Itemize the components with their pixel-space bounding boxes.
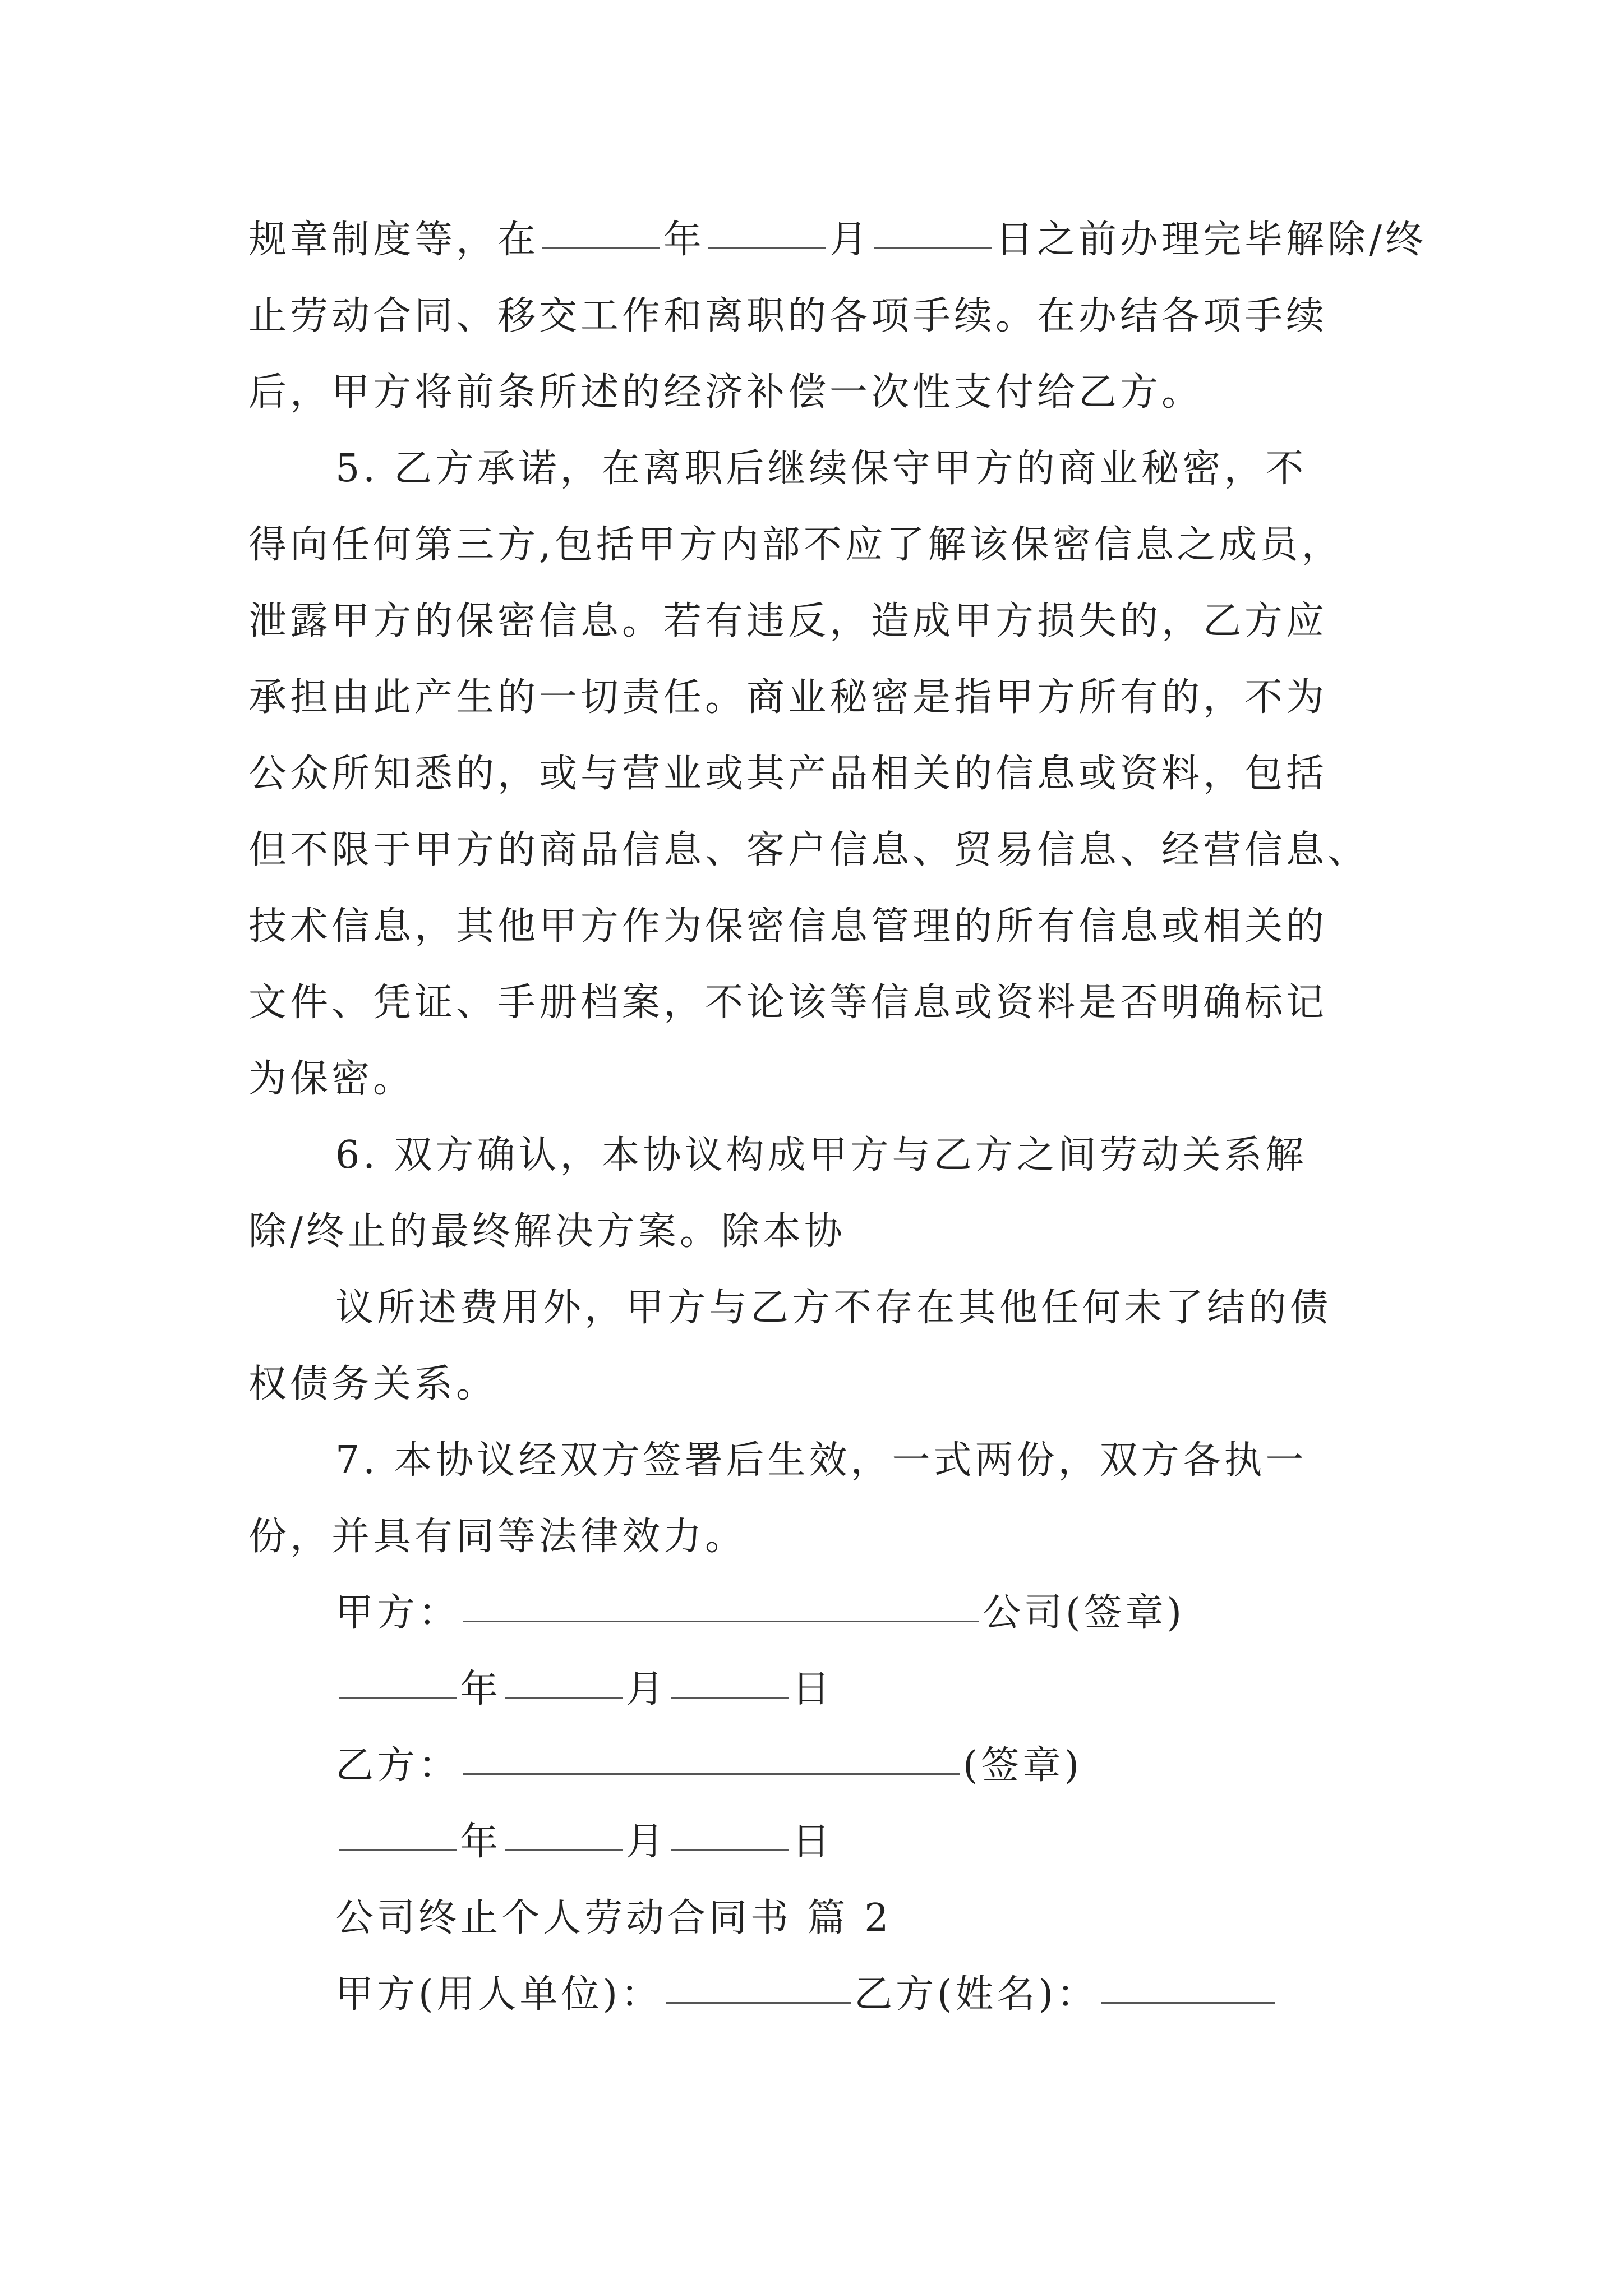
p6-line-4: 权债务关系。: [248, 1362, 498, 1406]
p5-line-9: 为保密。: [248, 1057, 415, 1101]
month-blank: [708, 247, 826, 249]
employee-label: 乙方(姓名)：: [854, 1972, 1099, 2017]
party-a-signature-line: [248, 1575, 1376, 1651]
party-b-label: 乙方：: [335, 1743, 460, 1788]
p4-text: 规章制度等，在: [248, 218, 540, 262]
party-a-date-line: [248, 1651, 1376, 1728]
month-blank: [505, 1849, 623, 1851]
p7-line-2: 份，并具有同等法律效力。: [248, 1515, 747, 1559]
month-blank: [505, 1696, 623, 1699]
p4-line-3: 后，甲方将前条所述的经济补偿一次性支付给乙方。: [248, 370, 1204, 415]
p7-line-1: 7. 本协议经双方签署后生效，一式两份，双方各执一: [335, 1438, 1307, 1483]
document-body: [248, 202, 1427, 2033]
day-blank: [671, 1696, 789, 1699]
p5-line-6: 但不限于甲方的商品信息、客户信息、贸易信息、经营信息、: [248, 828, 1370, 872]
party-b-signature-line: [248, 1728, 1376, 1804]
year-blank: [542, 247, 660, 249]
p6-line-3: 议所述费用外，甲方与乙方不存在其他任何未了结的债: [335, 1286, 1332, 1330]
p5-line-1: 5. 乙方承诺，在离职后继续保守甲方的商业秘密，不: [335, 447, 1307, 491]
p4-line-1: [248, 202, 1427, 278]
p5-line-2: 得向任何第三方,包括甲方内部不应了解该保密信息之成员，: [248, 523, 1343, 567]
year-label: 年: [460, 1667, 502, 1711]
day-label: 日: [792, 1667, 834, 1711]
p5-line-8: 文件、凭证、手册档案，不论该等信息或资料是否明确标记: [248, 981, 1328, 1025]
party-b-suffix: (签章): [963, 1743, 1083, 1788]
p6-line-1: 6. 双方确认，本协议构成甲方与乙方之间劳动关系解: [335, 1133, 1307, 1177]
p4-text: 年: [663, 218, 706, 262]
year-blank: [339, 1696, 457, 1699]
p5-line-5: 公众所知悉的，或与营业或其产品相关的信息或资料，包括: [248, 752, 1328, 796]
employee-blank: [1101, 2001, 1275, 2004]
p6-line-2: 除/终止的最终解决方案。除本协: [248, 1209, 846, 1254]
party-a-blank: [463, 1620, 979, 1622]
section-2-title: 公司终止个人劳动合同书 篇 2: [335, 1896, 892, 1940]
section-2-parties-line: [248, 1957, 1376, 2033]
party-a-label: 甲方：: [335, 1591, 460, 1635]
p5-line-3: 泄露甲方的保密信息。若有违反，造成甲方损失的，乙方应: [248, 599, 1328, 643]
party-b-date-line: [248, 1804, 1376, 1880]
year-blank: [339, 1849, 457, 1851]
day-blank: [671, 1849, 789, 1851]
party-b-blank: [463, 1773, 960, 1775]
p5-line-4: 承担由此产生的一切责任。商业秘密是指甲方所有的，不为: [248, 675, 1328, 720]
day-blank: [874, 247, 992, 249]
party-a-suffix: 公司(签章): [983, 1591, 1186, 1635]
employer-label: 甲方(用人单位)：: [335, 1972, 663, 2017]
p4-line-2: 止劳动合同、移交工作和离职的各项手续。在办结各项手续: [248, 294, 1328, 338]
month-label: 月: [626, 1820, 668, 1864]
month-label: 月: [626, 1667, 668, 1711]
p4-text: 日之前办理完毕解除/终: [995, 218, 1427, 262]
day-label: 日: [792, 1820, 834, 1864]
employer-blank: [666, 2001, 851, 2004]
year-label: 年: [460, 1820, 502, 1864]
p5-line-7: 技术信息，其他甲方作为保密信息管理的所有信息或相关的: [248, 904, 1328, 949]
p4-text: 月: [829, 218, 872, 262]
